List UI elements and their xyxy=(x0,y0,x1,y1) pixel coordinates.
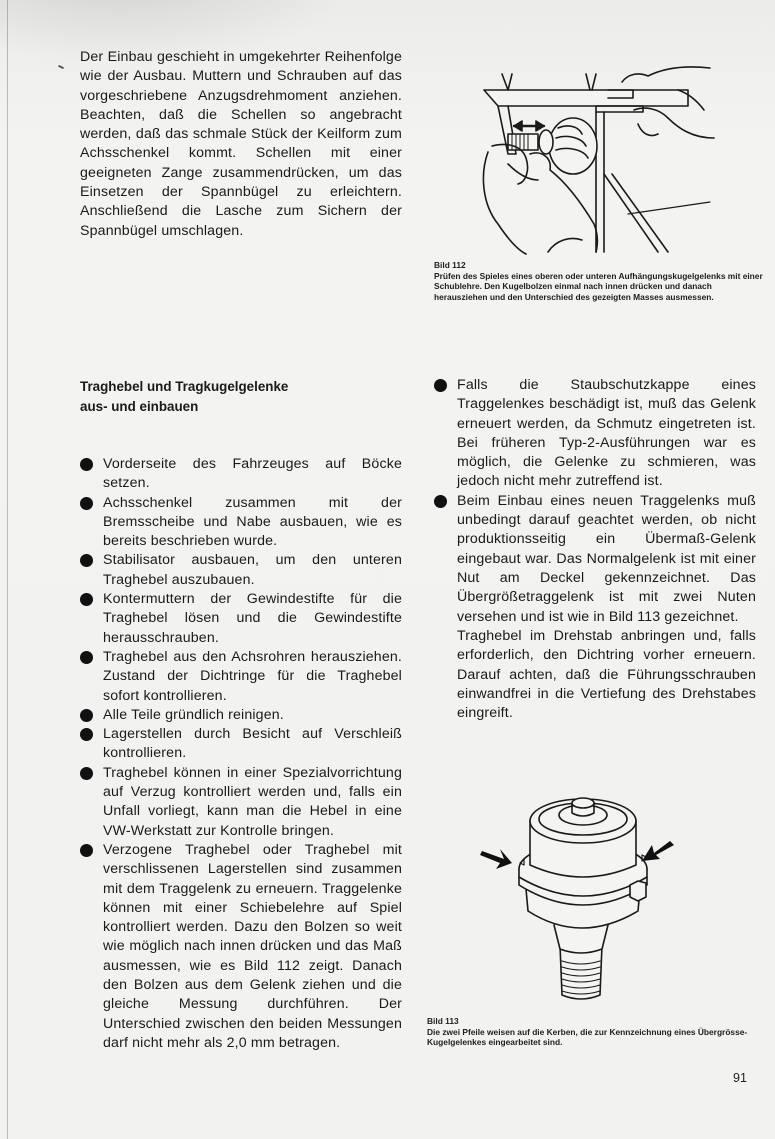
list-item: Traghebel aus den Achsrohren herausziehen. Zustand der Dichtringe für die Traghebel sofort kontrollieren. xyxy=(80,648,402,706)
list-item: Stabilisator ausbauen, um den unteren Traghebel auszubauen. xyxy=(80,551,402,590)
list-item: Traghebel können in einer Spezialvorrichtung auf Verzug kontrolliert werden und, falls ein Unfall vorliegt, kann man die Hebel in eine VW-Werkstatt zur Kontrolle bringen. xyxy=(80,764,402,841)
figure-112-label: Bild 112 xyxy=(434,260,466,270)
list-item: Falls die Staubschutzkappe eines Traggelenkes beschädigt ist, muß das Gelenk erneuert werden, da Schmutz eingetreten ist. Bei früheren Typ-2-Ausführungen war es möglich, die Gelenke zu schmieren, was jedoch nicht mehr zutreffend ist. xyxy=(434,376,756,492)
list-item: Achsschenkel zusammen mit der Bremsscheibe und Nabe ausbauen, wie es bereits beschrieben wurde. xyxy=(80,494,402,552)
list-item: Alle Teile gründlich reinigen. xyxy=(80,706,402,725)
figure-112-text: Prüfen des Spieles eines oberen oder unteren Aufhängungskugelgelenks mit einer Schublehre. Den Kugelbolzen einmal nach innen drücken und danach herausziehen und den Unterschied des gezeigten Masses ausmessen. xyxy=(434,270,763,302)
bullet-icon xyxy=(80,728,93,741)
figure-113-caption xyxy=(427,1016,757,1048)
left-bullet-list xyxy=(80,455,402,1053)
bullet-icon xyxy=(80,709,93,722)
binding-edge-line xyxy=(7,0,8,1139)
bullet-icon xyxy=(434,379,447,392)
page-number: 91 xyxy=(733,1071,747,1085)
list-item: Verzogene Traghebel oder Traghebel mit verschlissenen Lagerstellen sind zusammen mit dem Traggelenk zu erneuern. Traggelenke können mit einer Schiebelehre auf Spiel kontrolliert werden. Dazu den Bolzen so weit wie möglich nach innen drücken und das Maß ausmessen, wie es Bild 112 zeigt. Danach den Bolzen aus dem Gelenk ziehen und die gleiche Messung durchführen. Der Unterschied zwischen den beiden Messungen darf nicht mehr als 2,0 mm betragen. xyxy=(80,841,402,1053)
list-item: Lagerstellen durch Besicht auf Verschleiß kontrollieren. xyxy=(80,725,402,764)
list-item: Kontermuttern der Gewindestifte für die Traghebel lösen und die Gewindestifte herausschrauben. xyxy=(80,590,402,648)
list-item: Beim Einbau eines neuen Traggelenks muß unbedingt darauf geachtet werden, ob nicht produktionsseitig ein Übermaß-Gelenk eingebaut war. Das Normalgelenk ist mit einer Nut am Deckel gekennzeichnet. Das Übergrößetraggelenk ist mit zwei Nuten versehen und ist wie in Bild 113 gezeichnet. xyxy=(434,492,756,627)
bullet-icon xyxy=(80,458,93,471)
figure-113-text: Die zwei Pfeile weisen auf die Kerben, die zur Kennzeichnung eines Übergrösse-Kugelgelenkes eingearbeitet sind. xyxy=(427,1026,748,1048)
closing-paragraph: Traghebel im Drehstab anbringen und, falls erforderlich, den Dichtring vorher erneuern. Darauf achten, daß die Führungsschrauben einwandfrei in die Vertiefung des Drehstabes eingreift. xyxy=(457,628,756,722)
section-heading-line-2: aus- und einbauen xyxy=(80,398,199,414)
bullet-icon xyxy=(80,844,93,857)
figure-112-caption xyxy=(434,260,764,302)
caliper-measuring-ball-joint-icon xyxy=(478,54,718,256)
bullet-icon xyxy=(80,593,93,606)
intro-paragraph: Der Einbau geschieht in umgekehrter Reihenfolge wie der Ausbau. Muttern und Schrauben auf das vorgeschriebene Anzugsdrehmoment anziehen. Beachten, daß die Schellen so angebracht werden, daß das schmale Stück der Keilform zum Achsschenkel kommt. Schellen mit einer geeigneten Zange zusammendrücken, um das Einsetzen der Spannbügel zu erleichtern. Anschließend die Lasche zum Sichern der Spannbügel umschlagen. xyxy=(80,49,402,239)
bullet-icon xyxy=(80,497,93,510)
right-bullet-list xyxy=(434,376,756,627)
section-heading-line-1: Traghebel und Tragkugelgelenke xyxy=(80,379,289,394)
bullet-icon xyxy=(80,767,93,780)
bullet-icon xyxy=(80,651,93,664)
section-heading xyxy=(80,377,400,416)
figure-113-label: Bild 113 xyxy=(427,1016,459,1026)
scan-speck xyxy=(58,65,64,69)
list-item: Vorderseite des Fahrzeuges auf Böcke setzen. xyxy=(80,455,402,494)
bullet-icon xyxy=(80,554,93,567)
bullet-icon xyxy=(434,495,447,508)
ball-joint-with-arrows-icon xyxy=(478,785,688,1007)
